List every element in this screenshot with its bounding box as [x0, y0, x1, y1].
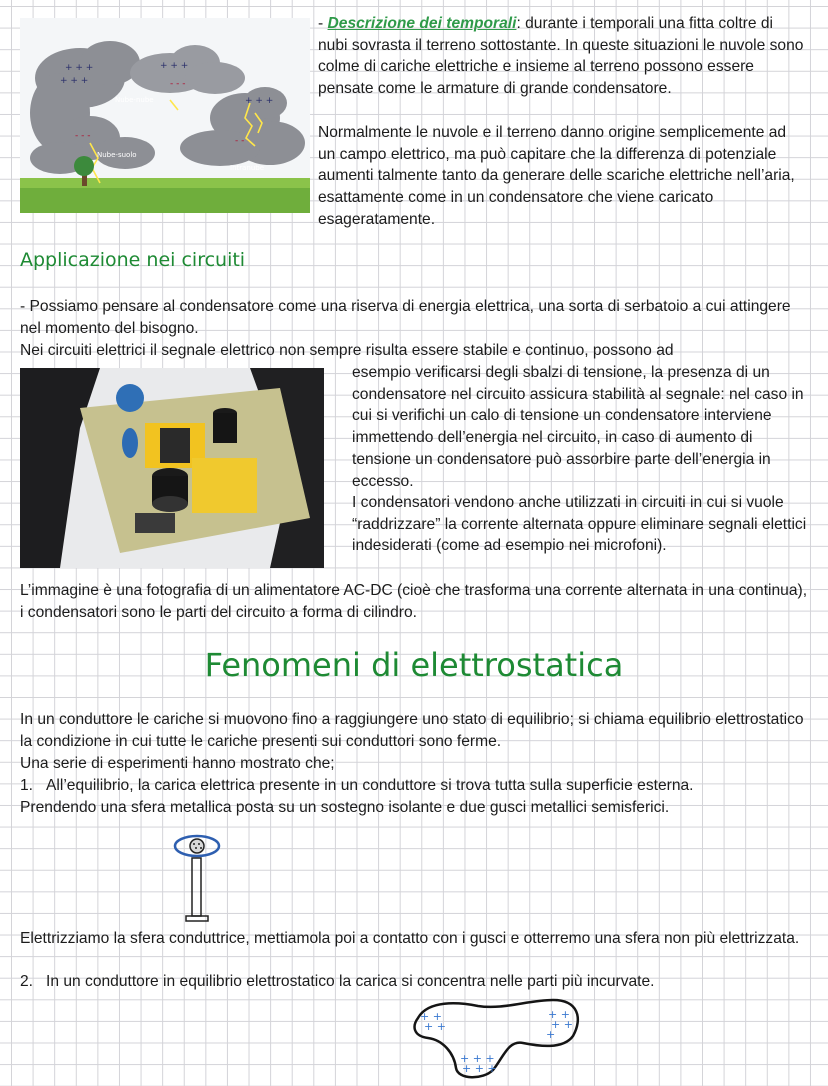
- svg-text:+: +: [546, 1028, 556, 1041]
- storm-description-2: Normalmente le nuvole e il terreno danno origine semplicemente ad un campo elettrico, ma può capitare che la differenza di potenziale aumenti talmente tanto da generare delle scariche elettriche nell’aria, esattamente come in un condensatore che viene caricato esageratamente.: [318, 124, 795, 228]
- storm-description: [318, 13, 806, 100]
- irregular-conductor-drawing: [408, 998, 588, 1082]
- svg-text:+ + +: + + +: [462, 1062, 497, 1075]
- ac-dc-power-supply-photo: [20, 368, 324, 568]
- svg-text:- - -: - - -: [75, 131, 91, 141]
- storm-label-intranube: Intranube: [230, 164, 265, 172]
- electrostatics-p2: Una serie di esperimenti hanno mostrato che;: [20, 755, 335, 772]
- storm-label-nube-nube: Nube-nube: [115, 96, 154, 104]
- storm-label-nube-suolo: Nube-suolo: [97, 151, 137, 159]
- insulating-stand: [192, 858, 201, 916]
- charged-sphere-stand-drawing: [170, 828, 230, 928]
- item2-text: In un conduttore in equilibrio elettrostatico la carica si concentra nelle parti più incurvate.: [46, 973, 655, 990]
- electrostatics-item2: [20, 971, 810, 993]
- applications-p2-wrap: esempio verificarsi degli sbalzi di tensione, la presenza di un condensatore nel circuito assicura stabilità al segnale: nel caso in cui si verifichi un calo di tensione un condensatore interviene immettendo dell’energia nel circuito, in caso di aumento di tensione un condensatore può assorbire parte dell’energia in eccesso.: [352, 364, 804, 490]
- svg-text:+ +: + +: [420, 1010, 442, 1023]
- svg-text:+ +: + +: [548, 1008, 570, 1021]
- electrostatics-p3: Prendendo una sfera metallica posta su un sostegno isolante e due gusci metallici semisferici.: [20, 799, 670, 816]
- applications-p3: I condensatori vendono anche utilizzati in circuiti in cui si vuole “raddrizzare” la corrente alternata oppure eliminare segnali elettici indesiderati (come ad esempio nei microfoni).: [352, 494, 807, 555]
- sphere-core: [190, 839, 204, 853]
- pcb-svg: [20, 368, 324, 568]
- thunderstorm-illustration: [20, 18, 310, 213]
- item2-number: 2.: [20, 973, 34, 990]
- applications-p1: - Possiamo pensare al condensatore come una riserva di energia elettrica, una sorta di serbatoio a cui attingere nel momento del bisogno.: [20, 298, 791, 337]
- electrostatics-p1: In un conduttore le cariche si muovono fino a raggiungere uno stato di equilibrio; si chiama equilibrio elettrostatico la condizione in cui tutte le cariche presenti sui conduttori sono ferme.: [20, 711, 804, 750]
- stand-base: [186, 916, 208, 921]
- svg-text:+ + +: + + +: [245, 96, 274, 106]
- electrostatics-item1: [20, 775, 810, 797]
- applications-p4: L’immagine è una fotografia di un alimentatore AC-DC (cioè che trasforma una corrente alternata in una continua), i condensatori sono le parti del circuito a forma di cilindro.: [20, 582, 808, 621]
- item1-number: 1.: [20, 777, 34, 794]
- applications-p2-start: Nei circuiti elettrici il segnale elettrico non sempre risulta essere stabile e continuo, possono ad: [20, 342, 674, 359]
- svg-text:+ + +: + + +: [60, 76, 89, 86]
- item1-text: All’equilibrio, la carica elettrica presente in un conduttore si trova tutta sulla superficie esterna.: [46, 777, 694, 794]
- section-heading-applications: Applicazione nei circuiti: [20, 249, 246, 271]
- section-heading-electrostatics: Fenomeni di elettrostatica: [204, 646, 624, 684]
- storm-svg: [20, 18, 310, 213]
- svg-text:+ +: + +: [424, 1020, 446, 1033]
- svg-text:+ + +: + + +: [65, 63, 94, 73]
- svg-text:+ +: + +: [551, 1018, 573, 1031]
- surface-charges: [420, 1008, 573, 1075]
- svg-text:+ + +: + + +: [460, 1052, 495, 1065]
- storm-text: : durante i temporali una fitta coltre di nubi sovrasta il terreno sottostante. In queste situazioni le nuvole sono colme di cariche elettriche e insieme al terreno possono essere pensate come le armature di grande condensatore.: [318, 15, 804, 98]
- storm-dash: -: [318, 15, 328, 32]
- electrostatics-p4: Elettrizziamo la sfera conduttrice, mettiamola poi a contatto con i gusci e otterremo una sfera non più elettrizzata.: [20, 930, 800, 947]
- storm-term: Descrizione dei temporali: [327, 15, 517, 32]
- svg-text:+ + +: + + +: [160, 61, 189, 71]
- svg-text:- - -: - - -: [170, 79, 186, 89]
- svg-text:- - -: - - -: [235, 136, 251, 146]
